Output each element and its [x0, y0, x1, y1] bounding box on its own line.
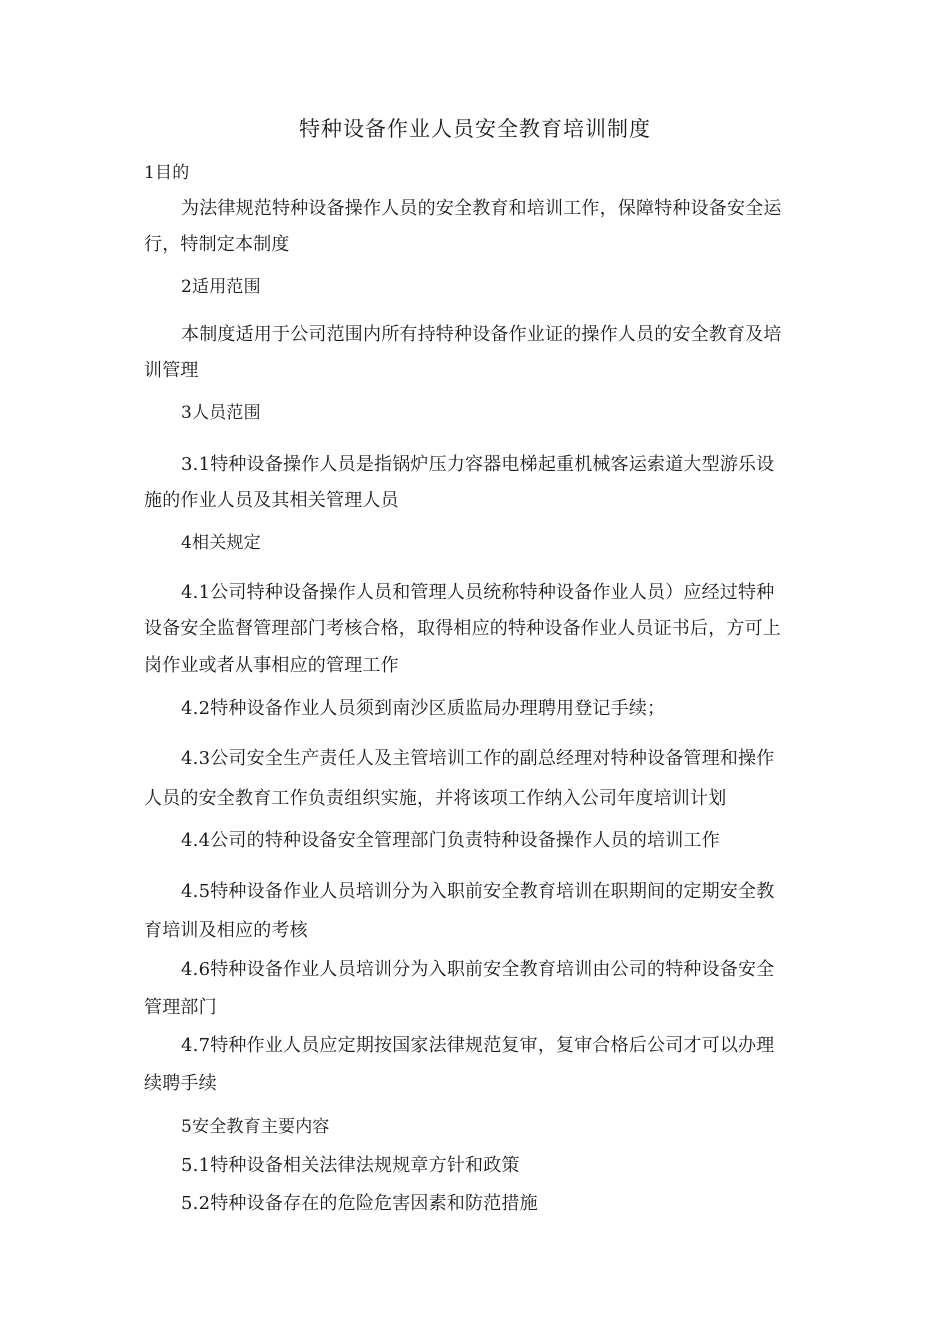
section-heading-scope: 2适用范围 [181, 277, 261, 297]
paragraph-line: 4.1公司特种设备操作人员和管理人员统称特种设备作业人员）应经过特种 [181, 582, 775, 603]
paragraph-line: 续聘手续 [144, 1073, 217, 1094]
section-heading-education-content: 5安全教育主要内容 [181, 1117, 330, 1137]
paragraph-line: 设备安全监督管理部门考核合格，取得相应的特种设备作业人员证书后，方可上 [144, 618, 781, 639]
paragraph-line: 4.6特种设备作业人员培训分为入职前安全教育培训由公司的特种设备安全 [181, 959, 775, 980]
section-heading-personnel: 3人员范围 [181, 403, 261, 423]
paragraph-line: 训管理 [144, 360, 199, 381]
paragraph-line: 育培训及相应的考核 [144, 920, 308, 941]
paragraph-line: 5.1特种设备相关法律法规规章方针和政策 [181, 1155, 520, 1176]
paragraph-line: 4.4公司的特种设备安全管理部门负责特种设备操作人员的培训工作 [181, 830, 720, 851]
section-heading-regulations: 4相关规定 [181, 533, 261, 553]
paragraph-line: 施的作业人员及其相关管理人员 [144, 490, 399, 511]
paragraph-line: 5.2特种设备存在的危险危害因素和防范措施 [181, 1193, 538, 1214]
paragraph-line: 人员的安全教育工作负责组织实施，并将该项工作纳入公司年度培训计划 [144, 788, 727, 809]
paragraph-line: 岗作业或者从事相应的管理工作 [144, 655, 399, 676]
paragraph-line: 4.3公司安全生产责任人及主管培训工作的副总经理对特种设备管理和操作 [181, 748, 775, 769]
paragraph-line: 本制度适用于公司范围内所有持特种设备作业证的操作人员的安全教育及培 [181, 324, 782, 345]
paragraph-line: 管理部门 [144, 997, 217, 1018]
paragraph-line: 4.2特种设备作业人员须到南沙区质监局办理聘用登记手续； [181, 698, 666, 719]
paragraph-line: 为法律规范特种设备操作人员的安全教育和培训工作，保障特种设备安全运 [181, 198, 782, 219]
paragraph-line: 3.1特种设备操作人员是指锅炉压力容器电梯起重机械客运索道大型游乐设 [181, 454, 775, 475]
section-heading-purpose: 1目的 [144, 163, 190, 183]
document-title: 特种设备作业人员安全教育培训制度 [299, 117, 651, 141]
paragraph-line: 4.5特种设备作业人员培训分为入职前安全教育培训在职期间的定期安全教 [181, 881, 775, 902]
paragraph-line: 行，特制定本制度 [144, 234, 290, 255]
paragraph-line: 4.7特种作业人员应定期按国家法律规范复审，复审合格后公司才可以办理 [181, 1035, 775, 1056]
